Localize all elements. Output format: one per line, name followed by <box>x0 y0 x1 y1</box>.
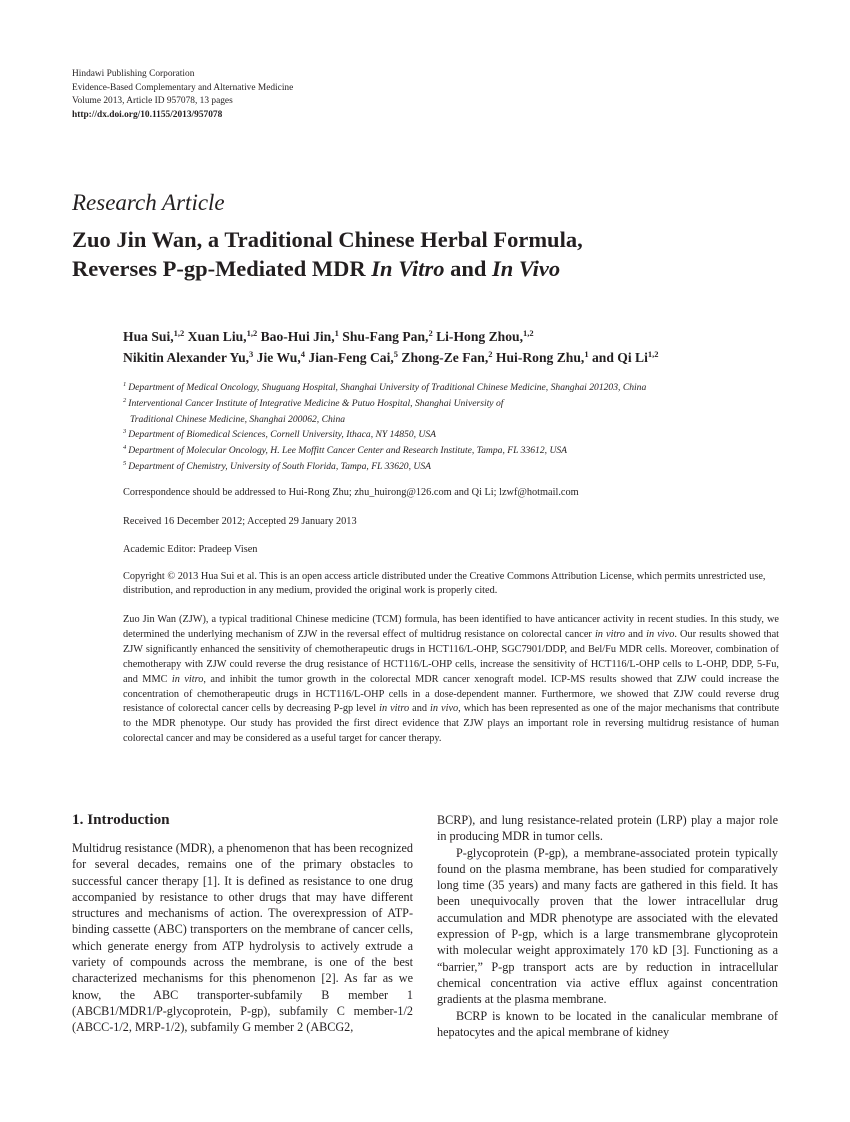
journal-header <box>72 68 293 122</box>
abstract-italic: in vitro <box>594 628 626 640</box>
body-paragraph: BCRP), and lung resistance-related protein (LRP) play a major role in producing MDR in tumor cells. <box>437 813 778 844</box>
author-name: Hui-Rong Zhu, <box>492 350 585 365</box>
affiliation-number: 3 <box>123 428 127 436</box>
journal-name: Evidence-Based Complementary and Alternative Medicine <box>72 82 294 93</box>
author-affil-ref: 5 <box>393 349 398 359</box>
affiliation-text: Department of Chemistry, University of South Florida, Tampa, FL 33620, USA <box>128 460 431 472</box>
author-name: Bao-Hui Jin, <box>257 329 335 344</box>
copyright-notice: Copyright © 2013 Hua Sui et al. This is an open access article distributed under the Creative Commons Attribution License, which permits unrestricted use, distribution, and reproduction in any medium, provided the original work is properly cited. <box>123 571 766 596</box>
body-paragraph: P-glycoprotein (P-gp), a membrane-associated protein typically found on the plasma membrane, has been studied for comparatively long time (35 years) and many facts are gathered in this field. It has been unequivocally proven that the lower intracellular drug accumulation and MDR phenotype are associated with the elevated expression of P-gp, which is a large transmembrane glycoprotein with molecular weight approximately 170 kD [3]. Functioning as a “barrier,” P-gp transport acts are by reduction in intracellular chemical concentration via active efflux against concentration gradients at the plasma membrane. <box>437 845 778 1007</box>
title-italic: In Vitro <box>371 256 445 281</box>
body-paragraph: BCRP is known to be located in the canalicular membrane of hepatocytes and the apical membrane of kidney <box>437 1008 778 1039</box>
abstract <box>123 613 779 747</box>
abstract-italic: in vivo <box>646 628 675 640</box>
affiliation-list <box>123 380 823 475</box>
body-paragraph: Multidrug resistance (MDR), a phenomenon that has been recognized for several decades, remains one of the primary obstacles to successful cancer therapy [1]. It is defined as resistance to one drug accompanied by resistance to other drugs that may have different structures and mechanisms of action. The overexpression of ATP-binding cassette (ABC) transporters on the membrane of cancer cells, which generate energy from ATP hydrolysis to actively extrude a variety of compounds across the membrane, is one of the best characterized mechanisms for this phenomenon [2]. As far as we know, the ABC transporter-subfamily B member 1 (ABCB1/MDR1/P-glycoprotein, P-gp), subfamily C member-1/2 (ABCC-1/2, MRP-1/2), subfamily G member 2 (ABCG2, <box>72 841 413 1035</box>
affiliation-text: Department of Biomedical Sciences, Cornell University, Ithaca, NY 14850, USA <box>128 429 436 441</box>
affiliation-text: Interventional Cancer Institute of Integrative Medicine & Putuo Hospital, Shanghai University of <box>128 397 504 409</box>
affiliation-item <box>123 396 823 412</box>
abstract-text: , which has been represented as one of the major mechanisms that contribute to the MDR phenotype. Our study has provided the first direct evidence that ZJW plays an important role in reversing multidrug resistance of human colorectal cancer and may be considered as a useful target for cancer therapy. <box>123 703 780 745</box>
author-line-2 <box>123 347 823 368</box>
author-affil-ref: 1,2 <box>522 328 534 338</box>
author-affil-ref: 1,2 <box>647 349 659 359</box>
author-name: Li-Hong Zhou, <box>432 329 523 344</box>
affiliation-text: Department of Molecular Oncology, H. Lee Moffitt Cancer Center and Research Institute, Tampa, FL 33612, USA <box>128 445 568 457</box>
author-name: Shu-Fang Pan, <box>338 329 429 344</box>
affiliation-item <box>123 380 823 396</box>
author-affil-ref: 3 <box>249 349 254 359</box>
abstract-text: and <box>409 703 431 715</box>
author-affil-ref: 1 <box>334 328 339 338</box>
author-name: Nikitin Alexander Yu, <box>123 350 250 365</box>
article-title <box>72 225 792 283</box>
author-line-1 <box>123 326 823 347</box>
author-name: Xuan Liu, <box>184 329 247 344</box>
doi-link[interactable]: http://dx.doi.org/10.1155/2013/957078 <box>72 109 223 120</box>
author-name: Jie Wu, <box>253 350 301 365</box>
received-dates: Received 16 December 2012; Accepted 29 January 2013 <box>123 516 357 527</box>
affiliation-number: 1 <box>123 381 127 388</box>
title-text: Reverses P-gp-Mediated MDR <box>72 256 372 281</box>
section-heading-introduction: 1. Introduction <box>72 811 170 828</box>
publisher-line: Hindawi Publishing Corporation <box>72 69 195 79</box>
abstract-text: Zuo Jin Wan (ZJW), a typical traditional Chinese medicine (TCM) formula, has been identified to have anticancer activity in recent studies. In this study, we determined the underlying mechanism of ZJW in the reversal effect of multidrug resistance on colorectal cancer <box>123 614 779 640</box>
author-list <box>123 326 823 368</box>
author-name: Hua Sui, <box>123 329 174 344</box>
affiliation-number: 5 <box>123 459 127 467</box>
volume-line: Volume 2013, Article ID 957078, 13 pages <box>72 96 233 107</box>
author-affil-ref: 2 <box>428 328 433 338</box>
body-column-left <box>72 840 413 1036</box>
title-line-1: Zuo Jin Wan, a Traditional Chinese Herbal Formula, <box>72 227 583 252</box>
author-name: Jian-Feng Cai, <box>305 350 394 365</box>
author-affil-ref: 1,2 <box>173 328 185 338</box>
affiliation-number: 4 <box>123 444 127 452</box>
affiliation-number: 2 <box>123 396 127 404</box>
abstract-text: . Our results showed that ZJW significantly enhanced the sensitivity of chemotherapeutic drugs in HCT116/L-OHP, SGC7901/DDP, and Bel/Fu MDR cells. Moreover, combination of chemotherapy with ZJW could reverse the drug resistance of HCT116/L-OHP cells, increase the sensitivity of HCT116/L-OHP cells to L-OHP, DDP, 5-Fu, and MMC <box>123 628 780 685</box>
affiliation-item <box>123 443 823 459</box>
article-type: Research Article <box>72 190 225 215</box>
body-column-right <box>437 812 778 1040</box>
affiliation-continuation: Traditional Chinese Medicine, Shanghai 200062, China <box>130 413 346 425</box>
abstract-text: and <box>625 628 647 640</box>
author-name: Zhong-Ze Fan, <box>398 350 489 365</box>
author-affil-ref: 2 <box>488 349 493 359</box>
title-line-2 <box>72 254 792 283</box>
academic-editor: Academic Editor: Pradeep Visen <box>123 544 258 555</box>
abstract-italic: in vitro <box>379 703 410 715</box>
abstract-italic: in vivo <box>430 703 459 715</box>
correspondence-note: Correspondence should be addressed to Hui-Rong Zhu; zhu_huirong@126.com and Qi Li; lzwf@hotmail.com <box>123 487 579 498</box>
author-name: and Qi Li <box>588 350 648 365</box>
affiliation-text: Department of Medical Oncology, Shuguang Hospital, Shanghai University of Traditional Chinese Medicine, Shanghai 201203, China <box>128 382 647 393</box>
abstract-text: , and inhibit the tumor growth in the colorectal MDR cancer xenograft model. ICP-MS results showed that ZJW could increase the concentration of chemotherapeutic drugs in HCT116/L-OHP cells in a dose-dependent manner. Furthermore, we showed that ZJW could reverse drug resistance of colorectal cancer cells by decreasing P-gp level <box>123 673 779 715</box>
author-affil-ref: 1 <box>584 349 589 359</box>
author-affil-ref: 4 <box>300 349 305 359</box>
author-affil-ref: 1,2 <box>246 328 258 338</box>
abstract-italic: in vitro <box>171 673 204 685</box>
title-italic: In Vivo <box>492 256 561 281</box>
affiliation-item <box>123 459 823 475</box>
affiliation-item <box>123 427 823 443</box>
title-text: and <box>444 256 492 281</box>
